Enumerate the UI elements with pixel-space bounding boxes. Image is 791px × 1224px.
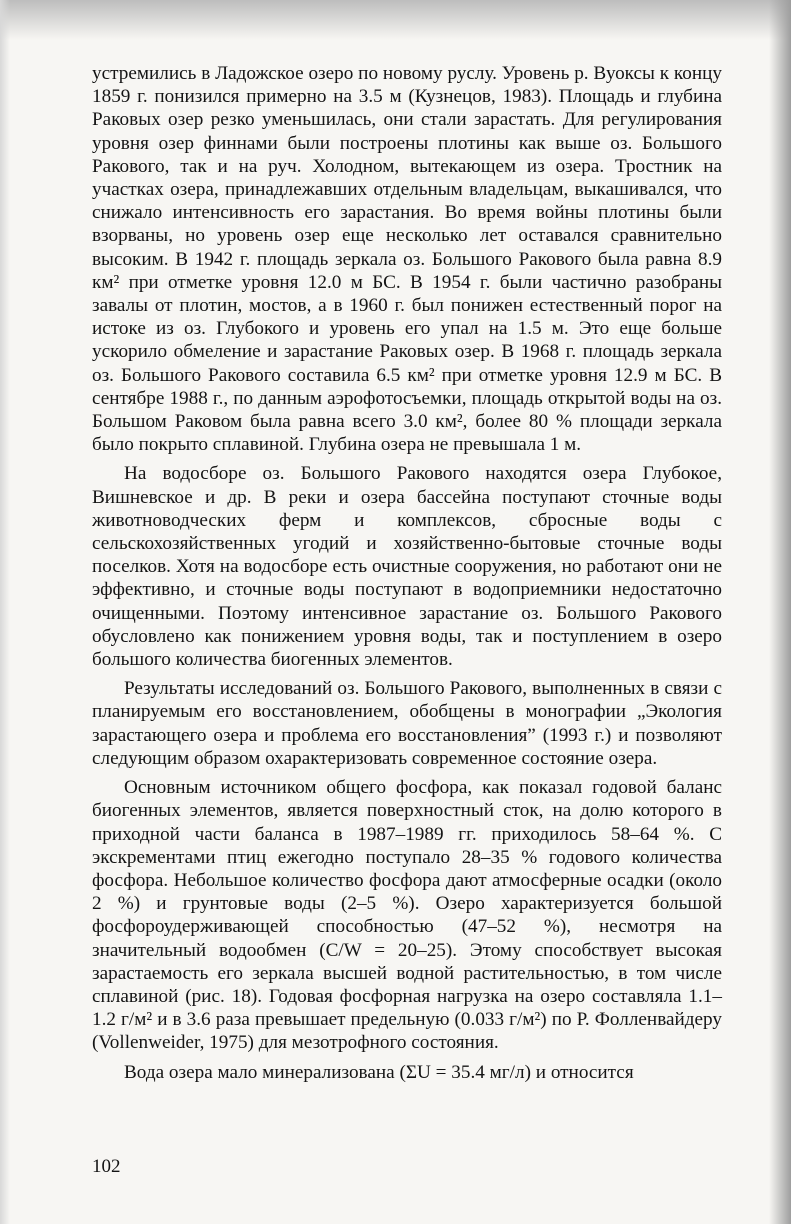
paragraph-1: устремились в Ладожское озеро по новому руслу. Уровень р. Вуоксы к концу 1859 г. понизился примерно на 3.5 м (Кузнецов, 1983). Площадь и глубина Раковых озер резко уменьшилась, они стали зарастать. Для регулирования уровня озер финнами были построены плотины как выше оз. Большого Ракового, так и на руч. Холодном, вытекающем из озера. Тростник на участках озера, принадлежавших отдельным владельцам, выкашивался, что снижало интенсивность его зарастания. Во время войны плотины были взорваны, но уровень озер еще несколько лет оставался сравнительно высоким. В 1942 г. площадь зеркала оз. Большого Ракового была равна 8.9 км² при отметке уровня 12.0 м БС. В 1954 г. были частично разобраны завалы от плотин, мостов, а в 1960 г. был понижен естественный порог на истоке из оз. Глубокого и уровень его упал на 1.5 м. Это еще больше ускорило обмеление и зарастание Раковых озер. В 1968 г. площадь зеркала оз. Большого Ракового составила 6.5 км² при отметке уровня 12.9 м БС. В сентябре 1988 г., по данным аэрофотосъемки, площадь открытой воды на оз. Большом Раковом была равна всего 3.0 км², более 80 % площади зеркала было покрыто сплавиной. Глубина озера не превышала 1 м. xyxy=(92,63,722,456)
paragraph-5: Вода озера мало минерализована (ΣU = 35.4 мг/л) и относится xyxy=(124,1061,634,1083)
paragraph-4: Основным источником общего фосфора, как показал годовой баланс биогенных элементов, является поверхностный сток, на долю которого в приходной части баланса в 1987–1989 гг. приходилось 58–64 %. С экскрементами птиц ежегодно поступало 28–35 % годового количества фосфора. Небольшое количество фосфора дают атмосферные осадки (около 2 %) и грунтовые воды (2–5 %). Озеро характеризуется большой фосфороудерживающей способностью (47–52 %), несмотря на значительный водообмен (C/W = 20–25). Этому способствует высокая зарастаемость его зеркала высшей водной растительностью, в том числе сплавиной (рис. 18). Годовая фосфорная нагрузка на озеро составляла 1.1–1.2 г/м² и в 3.6 раза превышает предельную (0.033 г/м²) по Р. Фолленвайдеру (Vollenweider, 1975) для мезотрофного состояния. xyxy=(92,777,722,1054)
scan-shadow-right xyxy=(769,0,791,1224)
paragraph-2: На водосборе оз. Большого Ракового находятся озера Глубокое, Вишневское и др. В реки и озера бассейна поступают сточные воды животноводческих ферм и комплексов, сбросные воды с сельскохозяйственных угодий и хозяйственно-бытовые сточные воды поселков. Хотя на водосборе есть очистные сооружения, но работают они не эффективно, и сточные воды поступают в водоприемники недостаточно очищенными. Поэтому интенсивное зарастание оз. Большого Ракового обусловлено как понижением уровня воды, так и поступлением в озеро большого количества биогенных элементов. xyxy=(92,463,722,671)
scan-shadow-left xyxy=(0,0,10,1224)
page-number: 102 xyxy=(92,1156,121,1177)
scan-shadow-top xyxy=(0,0,791,40)
body-text xyxy=(92,62,722,1084)
paragraph-3: Результаты исследований оз. Большого Ракового, выполненных в связи с планируемым его восстановлением, обобщены в монографии „Экология зарастающего озера и проблема его восстановления” (1993 г.) и позволяют следующим образом охарактеризовать современное состояние озера. xyxy=(92,678,722,769)
